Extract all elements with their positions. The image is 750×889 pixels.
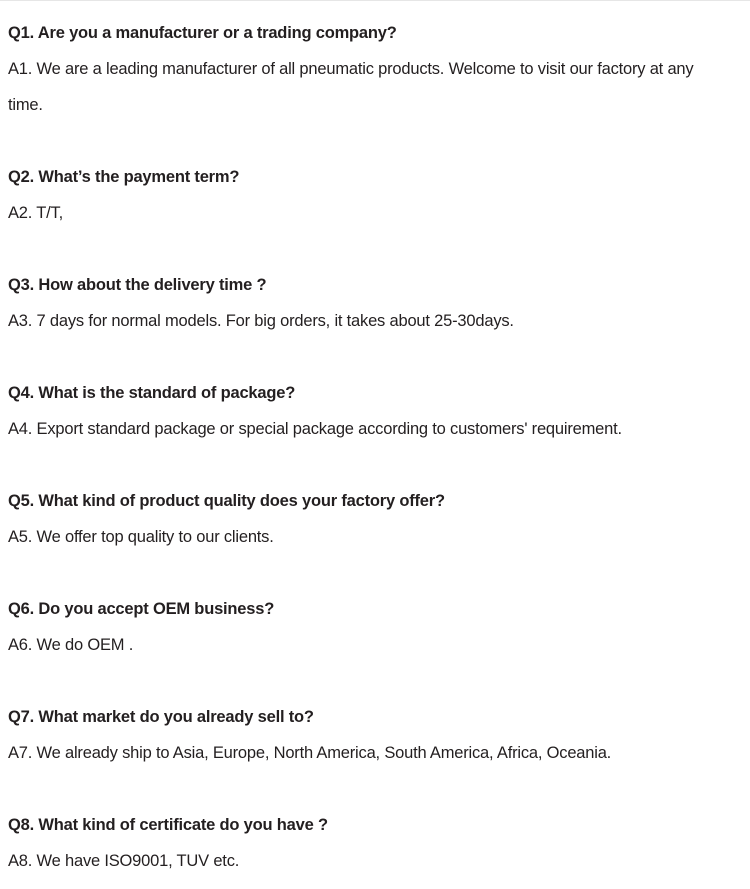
faq-answer-6: A6. We do OEM . (8, 636, 134, 654)
faq-item-2 (8, 159, 738, 231)
faq-item-6 (8, 591, 738, 663)
faq-item-5 (8, 483, 738, 555)
faq-item-8 (8, 807, 738, 879)
faq-question-1: Q1. Are you a manufacturer or a trading company? (8, 24, 397, 42)
top-divider (0, 0, 750, 1)
faq-question-6: Q6. Do you accept OEM business? (8, 600, 275, 618)
faq-answer-2: A2. T/T, (8, 204, 63, 222)
faq-item-1 (8, 15, 738, 123)
faq-question-4: Q4. What is the standard of package? (8, 384, 296, 402)
faq-item-4 (8, 375, 738, 447)
faq-answer-1: A1. We are a leading manufacturer of all pneumatic products. Welcome to visit our factory at any time. (8, 60, 694, 114)
faq-answer-5: A5. We offer top quality to our clients. (8, 528, 274, 546)
faq-item-3 (8, 267, 738, 339)
faq-answer-7: A7. We already ship to Asia, Europe, North America, South America, Africa, Oceania. (8, 744, 612, 762)
faq-answer-4: A4. Export standard package or special package according to customers' requirement. (8, 420, 622, 438)
faq-answer-8: A8. We have ISO9001, TUV etc. (8, 852, 240, 870)
faq-question-3: Q3. How about the delivery time ? (8, 276, 267, 294)
faq-question-7: Q7. What market do you already sell to? (8, 708, 314, 726)
faq-question-5: Q5. What kind of product quality does your factory offer? (8, 492, 445, 510)
faq-answer-3: A3. 7 days for normal models. For big orders, it takes about 25-30days. (8, 312, 514, 330)
faq-item-7 (8, 699, 738, 771)
faq-question-2: Q2. What’s the payment term? (8, 168, 240, 186)
faq-question-8: Q8. What kind of certificate do you have ? (8, 816, 328, 834)
